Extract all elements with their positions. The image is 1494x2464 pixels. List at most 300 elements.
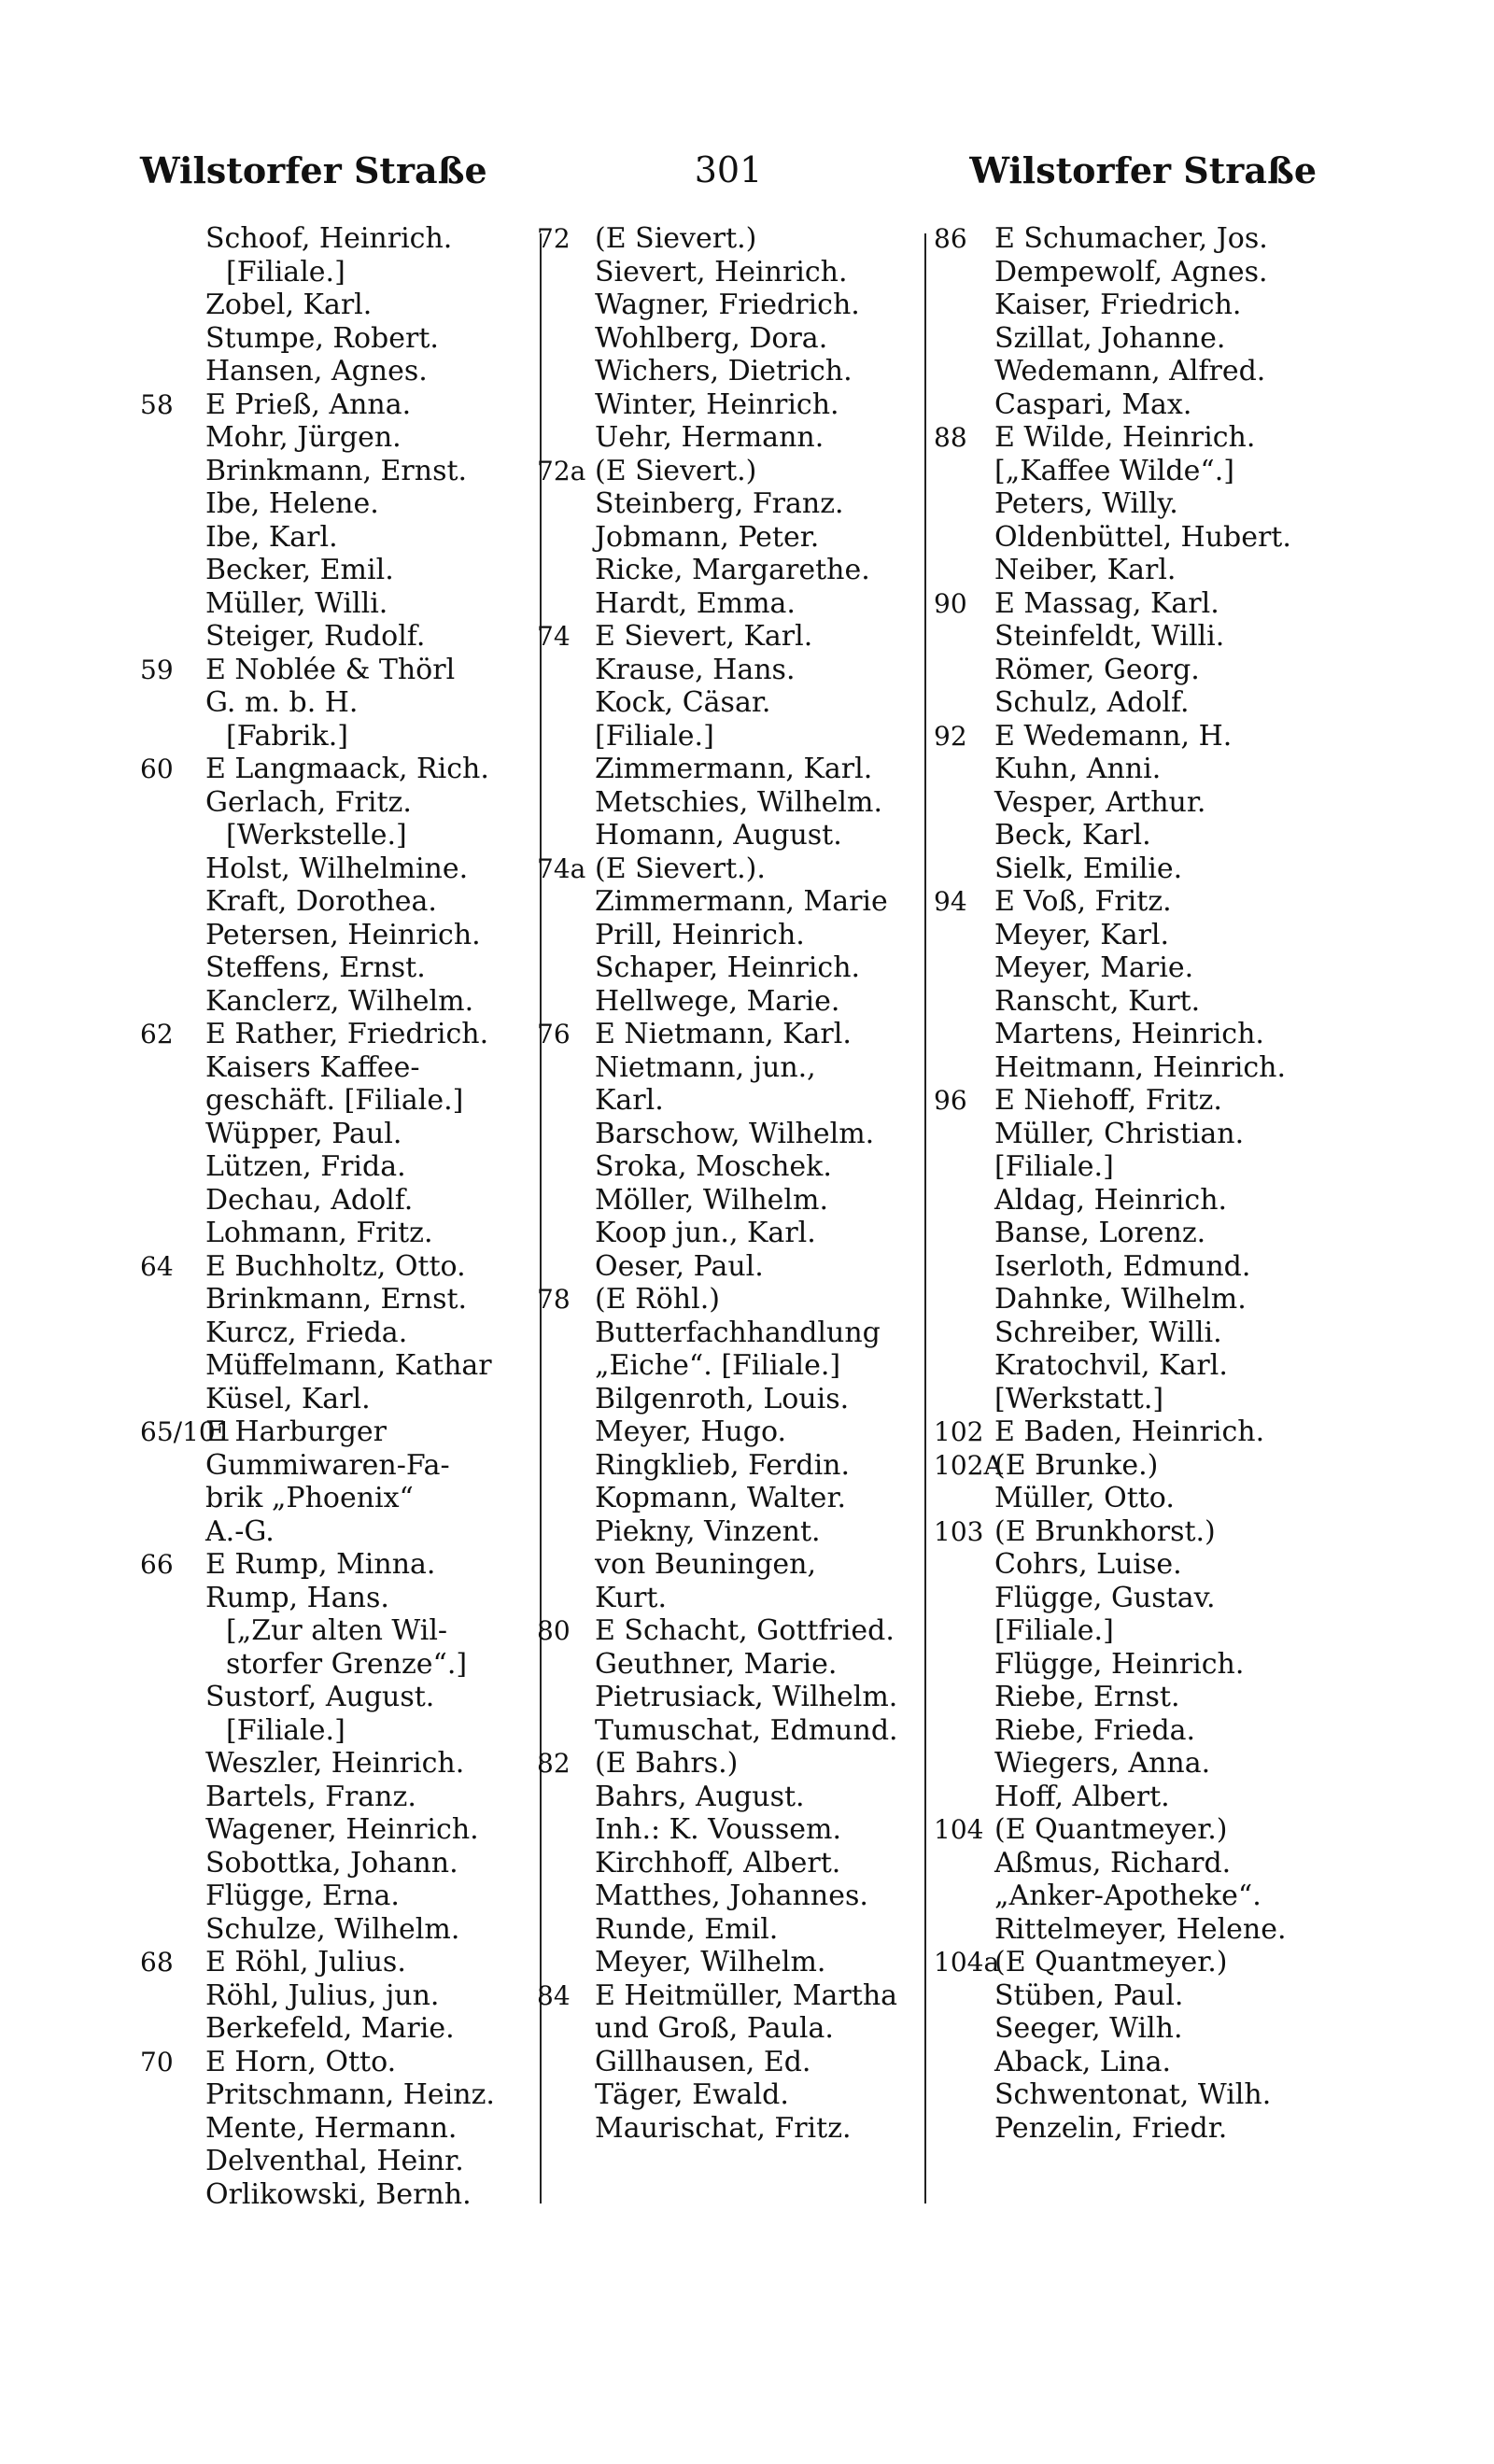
resident-name: Krause, Hans. xyxy=(595,653,796,686)
directory-entry xyxy=(140,1714,537,1748)
resident-name: Banse, Lorenz. xyxy=(994,1217,1206,1249)
directory-entry xyxy=(537,521,922,555)
resident-name: Wohlberg, Dora. xyxy=(595,321,828,355)
directory-entry xyxy=(140,1648,537,1682)
resident-name: Müller, Willi. xyxy=(205,586,388,620)
resident-name: E Niehoff, Fritz. xyxy=(994,1084,1222,1117)
directory-entry xyxy=(140,951,537,985)
directory-entry xyxy=(140,1250,537,1284)
resident-name: (E Röhl.) xyxy=(595,1283,720,1316)
directory-entry xyxy=(537,1383,922,1416)
directory-entry xyxy=(934,1648,1326,1682)
resident-name: Wiegers, Anna. xyxy=(994,1747,1211,1780)
resident-name: Zobel, Karl. xyxy=(205,289,373,321)
house-number: 80 xyxy=(537,1615,571,1646)
directory-entry xyxy=(537,1582,922,1615)
resident-name: [Filiale.] xyxy=(595,719,714,753)
resident-name: Kock, Cäsar. xyxy=(595,686,771,719)
resident-name: Ranscht, Kurt. xyxy=(994,984,1201,1018)
resident-name: Bartels, Franz. xyxy=(205,1780,416,1813)
resident-name: Ringklieb, Ferdin. xyxy=(595,1448,851,1482)
resident-name: Bilgenroth, Louis. xyxy=(595,1382,850,1415)
directory-entry xyxy=(934,885,1326,919)
resident-name: Schoof, Heinrich. xyxy=(205,222,453,255)
directory-entry xyxy=(934,1217,1326,1250)
resident-name: [Filiale.] xyxy=(994,1150,1114,1183)
resident-name: Dempewolf, Agnes. xyxy=(994,255,1268,289)
resident-name: [Filiale.] xyxy=(226,255,345,289)
directory-entry xyxy=(537,1349,922,1383)
resident-name: Möller, Wilhelm. xyxy=(595,1183,828,1217)
resident-name: storfer Grenze“.] xyxy=(226,1647,468,1681)
resident-name: E Baden, Heinrich. xyxy=(994,1415,1265,1448)
resident-name: Wagener, Heinrich. xyxy=(205,1813,479,1846)
directory-entry xyxy=(934,1582,1326,1615)
directory-entry xyxy=(934,786,1326,820)
resident-name: Beck, Karl. xyxy=(994,819,1151,852)
directory-entry xyxy=(537,919,922,952)
resident-name: Szillat, Johanne. xyxy=(994,321,1226,355)
resident-name: Meyer, Karl. xyxy=(994,918,1170,951)
house-number: 64 xyxy=(140,1250,174,1282)
directory-entry xyxy=(140,1018,537,1051)
resident-name: Kurt. xyxy=(595,1581,668,1614)
directory-entry xyxy=(934,2112,1326,2146)
resident-name: E Massag, Karl. xyxy=(994,586,1219,620)
resident-name: Dahnke, Wilhelm. xyxy=(994,1283,1247,1316)
house-number: 104a xyxy=(934,1947,1000,1978)
house-number: 78 xyxy=(537,1284,571,1315)
directory-entry xyxy=(140,1548,537,1582)
directory-entry xyxy=(537,222,922,256)
directory-entry xyxy=(934,1946,1326,1979)
house-number: 62 xyxy=(140,1019,174,1049)
directory-entry xyxy=(537,554,922,587)
directory-entry xyxy=(934,1184,1326,1218)
resident-name: (E Brunke.) xyxy=(994,1448,1159,1482)
directory-entry xyxy=(140,1150,537,1184)
resident-name: Kurcz, Frieda. xyxy=(205,1316,408,1349)
directory-entry xyxy=(140,388,537,422)
house-number: 74 xyxy=(537,621,571,652)
resident-name: Lohmann, Fritz. xyxy=(205,1217,433,1249)
resident-name: Ricke, Margarethe. xyxy=(595,554,870,586)
directory-entry xyxy=(140,985,537,1019)
house-number: 72a xyxy=(537,455,586,486)
directory-entry xyxy=(934,852,1326,886)
directory-entry xyxy=(537,1880,922,1913)
resident-name: Sustorf, August. xyxy=(205,1681,435,1713)
resident-name: von Beuningen, xyxy=(595,1548,817,1581)
house-number: 84 xyxy=(537,1979,571,2011)
resident-name: geschäft. [Filiale.] xyxy=(205,1084,464,1117)
directory-entry xyxy=(140,222,537,256)
resident-name: Sielk, Emilie. xyxy=(994,852,1183,885)
directory-entry xyxy=(140,455,537,488)
resident-name: Prill, Heinrich. xyxy=(595,918,805,951)
directory-entry xyxy=(140,786,537,820)
directory-entry xyxy=(537,1813,922,1847)
resident-name: (E Sievert.) xyxy=(595,454,757,487)
directory-entry xyxy=(934,455,1326,488)
directory-entry xyxy=(537,1184,922,1218)
directory-entry xyxy=(140,1747,537,1781)
directory-entry xyxy=(934,355,1326,388)
directory-entry xyxy=(934,587,1326,621)
directory-entry xyxy=(934,1747,1326,1781)
directory-entry xyxy=(140,421,537,455)
directory-entry xyxy=(934,1979,1326,2013)
directory-entry xyxy=(140,2078,537,2112)
resident-name: (E Sievert.) xyxy=(595,222,757,255)
directory-entry xyxy=(537,2046,922,2079)
resident-name: „Anker-Apotheke“. xyxy=(994,1880,1261,1912)
directory-entry xyxy=(140,1283,537,1316)
directory-entry xyxy=(537,1515,922,1549)
house-number: 59 xyxy=(140,654,174,685)
directory-entry xyxy=(934,1150,1326,1184)
resident-name: Tumuschat, Edmund. xyxy=(595,1713,898,1747)
resident-name: Müller, Otto. xyxy=(994,1482,1175,1514)
directory-entry xyxy=(934,753,1326,786)
resident-name: Kaiser, Friedrich. xyxy=(994,289,1242,321)
resident-name: Maurischat, Fritz. xyxy=(595,2111,852,2145)
resident-name: Meyer, Wilhelm. xyxy=(595,1946,826,1978)
directory-entry xyxy=(934,720,1326,753)
resident-name: Gerlach, Fritz. xyxy=(205,785,412,819)
directory-entry xyxy=(934,1250,1326,1284)
directory-entry xyxy=(140,1184,537,1218)
directory-entry xyxy=(934,2078,1326,2112)
resident-name: „Eiche“. [Filiale.] xyxy=(595,1349,841,1382)
directory-entry xyxy=(140,289,537,322)
resident-name: Stüben, Paul. xyxy=(994,1978,1184,2012)
resident-name: E Wedemann, H. xyxy=(994,719,1233,753)
directory-entry xyxy=(537,1118,922,1151)
resident-name: E Nietmann, Karl. xyxy=(595,1018,852,1050)
directory-entry xyxy=(140,1217,537,1250)
directory-entry xyxy=(140,1349,537,1383)
house-number: 58 xyxy=(140,388,174,420)
directory-entry xyxy=(537,587,922,621)
resident-name: Hellwege, Marie. xyxy=(595,984,840,1018)
directory-entry xyxy=(140,1415,537,1449)
directory-entry xyxy=(537,1449,922,1483)
directory-entry xyxy=(140,819,537,852)
directory-entry xyxy=(934,1813,1326,1847)
resident-name: Stumpe, Robert. xyxy=(205,321,439,355)
directory-entry xyxy=(537,2112,922,2146)
resident-name: Runde, Emil. xyxy=(595,1912,779,1946)
resident-name: (E Quantmeyer.) xyxy=(994,1946,1228,1978)
page-number: 301 xyxy=(694,149,763,190)
directory-entry xyxy=(537,1781,922,1814)
resident-name: (E Quantmeyer.) xyxy=(994,1813,1228,1846)
directory-entry xyxy=(934,1515,1326,1549)
directory-entry xyxy=(537,421,922,455)
directory-entry xyxy=(934,1548,1326,1582)
resident-name: Röhl, Julius, jun. xyxy=(205,1978,440,2012)
resident-name: brik „Phoenix“ xyxy=(205,1482,414,1514)
resident-name: Homann, August. xyxy=(595,819,842,852)
directory-entry xyxy=(934,1051,1326,1085)
resident-name: Orlikowski, Bernh. xyxy=(205,2177,472,2211)
house-number: 90 xyxy=(934,587,967,619)
directory-entry xyxy=(934,686,1326,720)
directory-entry xyxy=(934,2012,1326,2046)
directory-entry xyxy=(140,1316,537,1350)
directory-entry xyxy=(140,587,537,621)
directory-entry xyxy=(140,1847,537,1880)
resident-name: Kuhn, Anni. xyxy=(994,753,1162,785)
directory-entry xyxy=(140,1582,537,1615)
directory-entry xyxy=(537,1150,922,1184)
directory-entry xyxy=(140,322,537,356)
resident-name: und Groß, Paula. xyxy=(595,2012,834,2045)
resident-name: E Noblée & Thörl xyxy=(205,653,456,686)
resident-name: Sroka, Moschek. xyxy=(595,1150,832,1183)
resident-name: E Prieß, Anna. xyxy=(205,387,412,421)
resident-name: E Schumacher, Jos. xyxy=(994,222,1268,255)
house-number: 102A xyxy=(934,1449,1003,1481)
house-number: 88 xyxy=(934,422,967,453)
directory-entry xyxy=(140,720,537,753)
directory-entry xyxy=(934,1714,1326,1748)
resident-name: E Röhl, Julius. xyxy=(205,1946,406,1978)
resident-name: Steiger, Rudolf. xyxy=(205,620,426,653)
directory-entry xyxy=(934,1681,1326,1714)
directory-entry xyxy=(537,2078,922,2112)
resident-name: Lützen, Frida. xyxy=(205,1150,406,1183)
resident-name: Flügge, Heinrich. xyxy=(994,1647,1245,1681)
directory-entry xyxy=(140,487,537,521)
resident-name: A.-G. xyxy=(205,1514,275,1548)
directory-entry xyxy=(140,2112,537,2146)
resident-name: Schaper, Heinrich. xyxy=(595,951,861,984)
resident-name: [Filiale.] xyxy=(994,1614,1114,1647)
directory-entry xyxy=(934,1349,1326,1383)
directory-entry xyxy=(140,2145,537,2178)
house-number: 74a xyxy=(537,852,586,884)
directory-entry xyxy=(934,1084,1326,1118)
house-number: 92 xyxy=(934,720,967,752)
directory-entry xyxy=(140,620,537,654)
directory-entry xyxy=(537,388,922,422)
directory-entry xyxy=(934,1614,1326,1648)
resident-name: Ibe, Helene. xyxy=(205,487,379,520)
directory-entry xyxy=(537,786,922,820)
resident-name: G. m. b. H. xyxy=(205,686,359,719)
resident-name: E Sievert, Karl. xyxy=(595,620,813,653)
directory-entry xyxy=(140,919,537,952)
resident-name: Zimmermann, Karl. xyxy=(595,753,873,785)
resident-name: Delventhal, Heinr. xyxy=(205,2145,464,2177)
resident-name: Küsel, Karl. xyxy=(205,1382,371,1415)
resident-name: Holst, Wilhelmine. xyxy=(205,852,469,885)
directory-entry xyxy=(537,1051,922,1085)
directory-entry xyxy=(537,1415,922,1449)
directory-entry xyxy=(140,1813,537,1847)
resident-name: Geuthner, Marie. xyxy=(595,1647,838,1681)
resident-name: Weszler, Heinrich. xyxy=(205,1747,465,1780)
directory-entry xyxy=(140,1084,537,1118)
resident-name: Pietrusiack, Wilhelm. xyxy=(595,1681,898,1713)
directory-column-2 xyxy=(537,222,922,2145)
directory-entry xyxy=(934,1449,1326,1483)
house-number: 66 xyxy=(140,1549,174,1580)
directory-entry xyxy=(140,1515,537,1549)
directory-entry xyxy=(934,1118,1326,1151)
directory-entry xyxy=(934,487,1326,521)
directory-entry xyxy=(537,487,922,521)
directory-entry xyxy=(140,1614,537,1648)
resident-name: Aßmus, Richard. xyxy=(994,1846,1232,1880)
directory-entry xyxy=(140,686,537,720)
resident-name: Schreiber, Willi. xyxy=(994,1316,1222,1349)
directory-entry xyxy=(537,1847,922,1880)
street-name-left: Wilstorfer Straße xyxy=(140,149,487,191)
resident-name: Butterfachhandlung xyxy=(595,1316,881,1349)
directory-entry xyxy=(537,819,922,852)
directory-entry xyxy=(140,1051,537,1085)
resident-name: Steffens, Ernst. xyxy=(205,951,426,984)
directory-entry xyxy=(537,1250,922,1284)
directory-entry xyxy=(537,1482,922,1515)
directory-entry xyxy=(537,620,922,654)
resident-name: Kratochvil, Karl. xyxy=(994,1349,1228,1382)
house-number: 96 xyxy=(934,1085,967,1116)
resident-name: E Rather, Friedrich. xyxy=(205,1018,489,1050)
directory-entry xyxy=(934,1880,1326,1913)
resident-name: Meyer, Hugo. xyxy=(595,1415,787,1448)
resident-name: Sievert, Heinrich. xyxy=(595,255,848,289)
directory-entry xyxy=(537,1648,922,1682)
resident-name: Metschies, Wilhelm. xyxy=(595,785,883,819)
house-number: 103 xyxy=(934,1515,984,1547)
directory-entry xyxy=(537,1548,922,1582)
directory-entry xyxy=(934,1383,1326,1416)
resident-name: E Voß, Fritz. xyxy=(994,885,1172,918)
resident-name: Koop jun., Karl. xyxy=(595,1217,816,1249)
directory-entry xyxy=(934,222,1326,256)
resident-name: Jobmann, Peter. xyxy=(595,520,820,554)
house-number: 82 xyxy=(537,1748,571,1779)
directory-entry xyxy=(934,2046,1326,2079)
directory-entry xyxy=(934,919,1326,952)
resident-name: Pritschmann, Heinz. xyxy=(205,2078,495,2111)
directory-entry xyxy=(934,1847,1326,1880)
directory-entry xyxy=(537,322,922,356)
resident-name: Müffelmann, Kathar xyxy=(205,1349,492,1382)
directory-entry xyxy=(140,2178,537,2212)
directory-entry xyxy=(934,1415,1326,1449)
directory-entry xyxy=(537,355,922,388)
resident-name: [„Kaffee Wilde“.] xyxy=(994,454,1234,487)
resident-name: Gummiwaren-Fa- xyxy=(205,1448,450,1482)
directory-entry xyxy=(537,951,922,985)
directory-entry xyxy=(140,852,537,886)
resident-name: Wüpper, Paul. xyxy=(205,1117,402,1150)
house-number: 70 xyxy=(140,2046,174,2077)
directory-entry xyxy=(537,885,922,919)
directory-column-1 xyxy=(140,222,537,2211)
resident-name: Rittelmeyer, Helene. xyxy=(994,1912,1287,1946)
directory-entry xyxy=(537,256,922,289)
directory-entry xyxy=(140,521,537,555)
directory-entry xyxy=(537,1946,922,1979)
directory-entry xyxy=(537,289,922,322)
directory-entry xyxy=(140,554,537,587)
resident-name: E Rump, Minna. xyxy=(205,1548,436,1581)
directory-entry xyxy=(140,256,537,289)
directory-entry xyxy=(537,1614,922,1648)
resident-name: Kanclerz, Wilhelm. xyxy=(205,984,474,1018)
directory-entry xyxy=(140,1781,537,1814)
directory-entry xyxy=(140,2012,537,2046)
resident-name: Karl. xyxy=(595,1084,664,1117)
directory-entry xyxy=(537,1316,922,1350)
resident-name: Becker, Emil. xyxy=(205,554,394,586)
directory-entry xyxy=(537,985,922,1019)
directory-entry xyxy=(934,554,1326,587)
resident-name: Müller, Christian. xyxy=(994,1117,1245,1150)
resident-name: Flügge, Erna. xyxy=(205,1880,400,1912)
resident-name: E Buchholtz, Otto. xyxy=(205,1249,466,1283)
resident-name: Kraft, Dorothea. xyxy=(205,885,437,918)
resident-name: [„Zur alten Wil- xyxy=(226,1614,448,1647)
directory-entry xyxy=(934,1482,1326,1515)
house-number: 86 xyxy=(934,223,967,254)
resident-name: Inh.: K. Voussem. xyxy=(595,1813,841,1846)
resident-name: [Fabrik.] xyxy=(226,719,348,753)
resident-name: E Heitmüller, Martha xyxy=(595,1978,898,2012)
directory-entry xyxy=(934,1913,1326,1947)
resident-name: Sobottka, Johann. xyxy=(205,1846,458,1880)
resident-name: (E Brunkhorst.) xyxy=(994,1514,1216,1548)
resident-name: Riebe, Frieda. xyxy=(994,1713,1196,1747)
resident-name: Neiber, Karl. xyxy=(994,554,1177,586)
directory-column-3 xyxy=(934,222,1326,2145)
resident-name: Matthes, Johannes. xyxy=(595,1880,868,1912)
resident-name: Hardt, Emma. xyxy=(595,586,796,620)
resident-name: Penzelin, Friedr. xyxy=(994,2111,1228,2145)
resident-name: Petersen, Heinrich. xyxy=(205,918,481,951)
house-number: 72 xyxy=(537,223,571,254)
resident-name: Mohr, Jürgen. xyxy=(205,421,402,454)
directory-entry xyxy=(934,256,1326,289)
directory-entry xyxy=(537,1681,922,1714)
directory-entry xyxy=(934,985,1326,1019)
resident-name: Aldag, Heinrich. xyxy=(994,1183,1228,1217)
directory-entry xyxy=(537,1979,922,2013)
directory-entry xyxy=(934,1781,1326,1814)
directory-entry xyxy=(140,1913,537,1947)
resident-name: Mente, Hermann. xyxy=(205,2111,458,2145)
directory-entry xyxy=(140,1681,537,1714)
directory-entry xyxy=(140,1880,537,1913)
house-number: 65/101 xyxy=(140,1416,233,1447)
resident-name: Kopmann, Walter. xyxy=(595,1482,847,1514)
resident-name: Wedemann, Alfred. xyxy=(994,355,1266,387)
resident-name: Vesper, Arthur. xyxy=(994,785,1206,819)
resident-name: [Werkstatt.] xyxy=(994,1382,1164,1415)
resident-name: E Wilde, Heinrich. xyxy=(994,421,1256,454)
house-number: 94 xyxy=(934,886,967,917)
resident-name: Winter, Heinrich. xyxy=(595,387,839,421)
resident-name: Oeser, Paul. xyxy=(595,1249,764,1283)
house-number: 104 xyxy=(934,1814,984,1845)
column-divider xyxy=(924,233,926,2204)
